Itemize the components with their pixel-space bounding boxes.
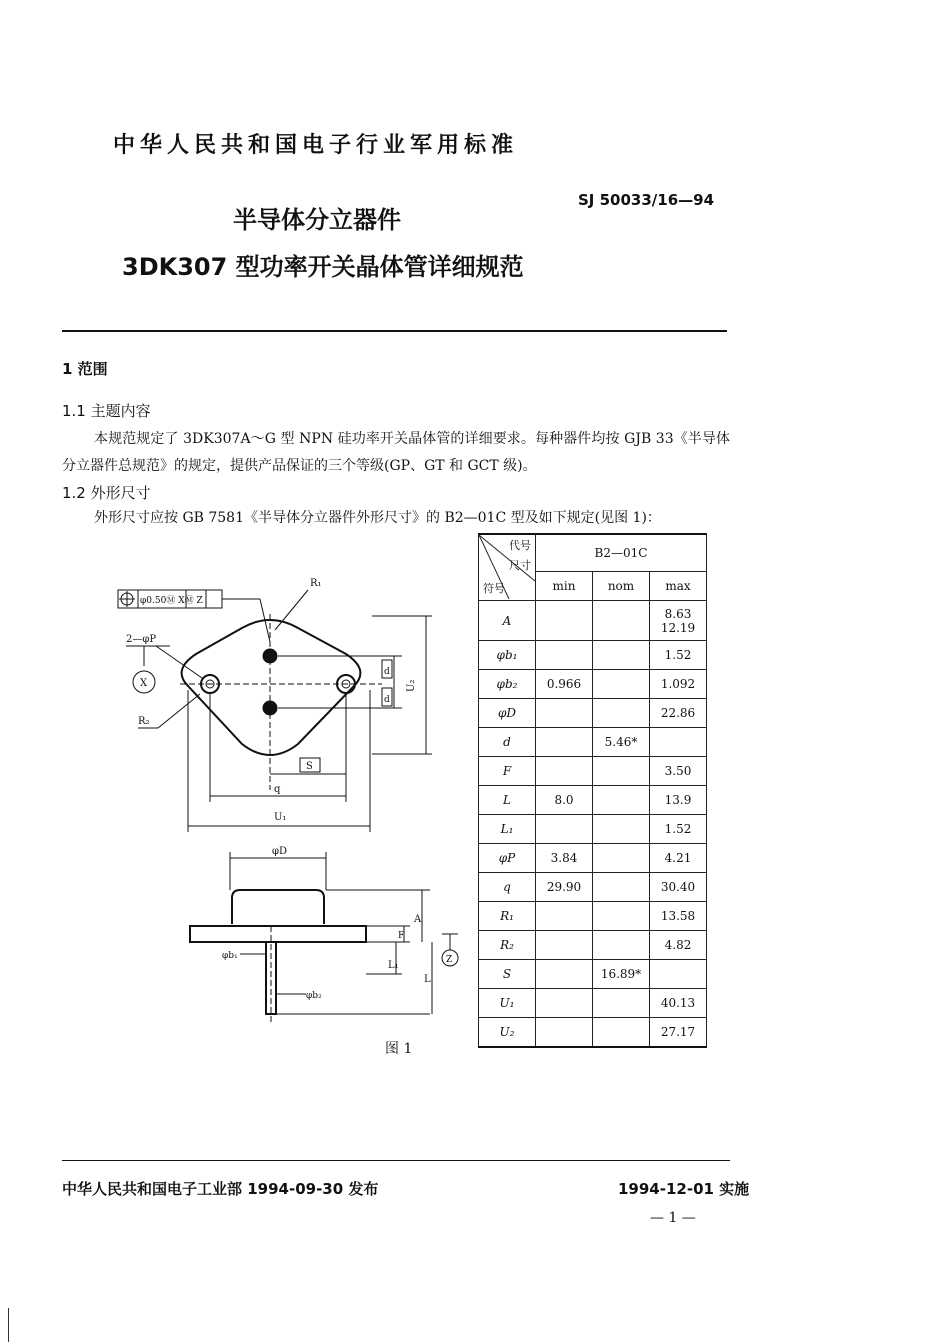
row-nom [593,601,650,641]
label-l1: L₁ [388,960,399,971]
row-min [536,601,593,641]
section-1-1-heading: 1.1 主题内容 [62,402,151,420]
table-row [479,601,707,641]
table-row [479,786,707,815]
row-symbol: U₁ [479,989,536,1018]
row-nom [593,670,650,699]
row-nom [593,902,650,931]
row-min [536,902,593,931]
row-nom [593,641,650,670]
col-nom: nom [593,572,650,601]
row-min: 0.966 [536,670,593,699]
row-min [536,728,593,757]
label-r2: R₂ [138,716,150,727]
row-max: 30.40 [650,873,707,902]
margin-mark [8,1308,9,1342]
header-group: B2—01C [536,534,707,572]
outline-drawing [110,570,470,1030]
top-rule [62,330,727,332]
row-symbol: d [479,728,536,757]
row-nom [593,1018,650,1048]
row-nom: 16.89* [593,960,650,989]
table-row [479,1018,707,1048]
table-row [479,931,707,960]
section-1-1-paragraph: 本规范规定了 3DK307A～G 型 NPN 硅功率开关晶体管的详细要求。每种器件均按 GJB 33《半导体分立器件总规范》的规定，提供产品保证的三个等级(GP、GT 和 GCT 级)。 [62,431,730,474]
label-b1: φb₁ [222,951,238,961]
label-d-upper: d [384,667,390,677]
row-min: 3.84 [536,844,593,873]
row-min: 8.0 [536,786,593,815]
label-u2: U₂ [406,679,417,692]
row-nom [593,989,650,1018]
row-min [536,931,593,960]
row-symbol: A [479,601,536,641]
row-symbol: S [479,960,536,989]
table-row [479,902,707,931]
row-min [536,641,593,670]
label-s: S [306,761,313,772]
row-nom [593,873,650,902]
row-nom [593,844,650,873]
row-symbol: R₂ [479,931,536,960]
row-max [650,728,707,757]
row-min [536,815,593,844]
label-f: F [398,931,405,941]
row-min [536,960,593,989]
row-max: 13.9 [650,786,707,815]
label-b2: φb₂ [306,991,322,1001]
row-max: 22.86 [650,699,707,728]
row-symbol: φb₁ [479,641,536,670]
label-datum-x: X [140,678,148,689]
row-symbol: φD [479,699,536,728]
tolerance-label: φ0.50Ⓜ XⓂ Z [140,596,203,606]
row-nom [593,699,650,728]
table-diagonal-header [479,534,536,601]
row-symbol: L [479,786,536,815]
label-d-lower: d [384,695,390,705]
dimension-table [478,533,707,1048]
row-nom [593,757,650,786]
table-row [479,641,707,670]
section-1-2-paragraph: 外形尺寸应按 GB 7581《半导体分立器件外形尺寸》的 B2—01C 型及如下规定(见图 1)： [94,510,661,526]
row-symbol: φb₂ [479,670,536,699]
row-nom [593,786,650,815]
row-max: 1.52 [650,815,707,844]
standard-agency: 中华人民共和国电子行业军用标准 [113,133,519,158]
figure-caption: 图 1 [385,1041,413,1057]
row-symbol: q [479,873,536,902]
table-row [479,815,707,844]
row-min [536,989,593,1018]
row-min [536,699,593,728]
title-line-1: 半导体分立器件 [233,206,401,234]
table-row [479,873,707,902]
row-min: 29.90 [536,873,593,902]
table-row [479,844,707,873]
row-max: 8.63 12.19 [650,601,707,641]
footer-rule [62,1160,730,1161]
label-holes: 2—φP [126,634,157,645]
issue-statement: 中华人民共和国电子工业部 1994-09-30 发布 [62,1180,379,1198]
table-row [479,757,707,786]
table-row [479,960,707,989]
row-max [650,960,707,989]
table-row [479,989,707,1018]
col-min: min [536,572,593,601]
row-symbol: F [479,757,536,786]
implementation-date: 1994-12-01 实施 [618,1180,750,1198]
section-1-2-heading: 1.2 外形尺寸 [62,484,151,502]
row-max: 4.21 [650,844,707,873]
row-max: 1.092 [650,670,707,699]
label-a: A [414,914,422,925]
section-1-heading: 1 范围 [62,360,108,378]
label-l: L [424,974,431,985]
row-min [536,1018,593,1048]
table-row [479,699,707,728]
row-symbol: R₁ [479,902,536,931]
col-max: max [650,572,707,601]
header-dimension: 尺寸 [509,559,531,572]
row-max: 40.13 [650,989,707,1018]
label-datum-z: Z [446,955,453,965]
label-phi-d: φD [272,846,288,857]
title-line-2: 3DK307 型功率开关晶体管详细规范 [122,253,524,281]
header-code: 代号 [509,539,531,552]
row-max: 4.82 [650,931,707,960]
row-max: 3.50 [650,757,707,786]
row-symbol: L₁ [479,815,536,844]
page-number: — 1 — [650,1210,696,1226]
label-u1: U₁ [274,812,287,823]
label-q: q [274,784,281,795]
row-nom [593,815,650,844]
table-row [479,670,707,699]
header-symbol: 符号 [483,582,505,595]
row-min [536,757,593,786]
row-nom: 5.46* [593,728,650,757]
row-max: 13.58 [650,902,707,931]
row-max: 1.52 [650,641,707,670]
table-row [479,728,707,757]
row-nom [593,931,650,960]
row-max: 27.17 [650,1018,707,1048]
standard-code: SJ 50033/16—94 [578,191,715,209]
row-symbol: φP [479,844,536,873]
row-symbol: U₂ [479,1018,536,1048]
label-r1: R₁ [310,578,322,589]
